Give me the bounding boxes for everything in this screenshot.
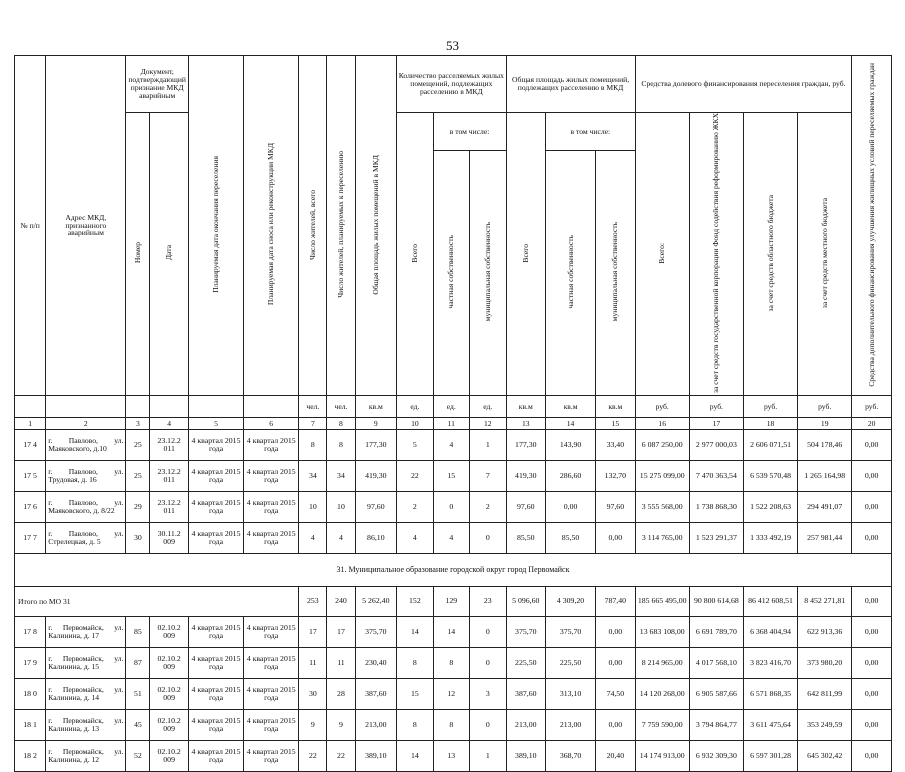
- table-cell: 0,00: [852, 523, 892, 554]
- units-row-cell: руб.: [689, 396, 743, 418]
- column-numbers-row-cell: 15: [596, 418, 636, 430]
- header-funding-group: Средства долевого финансирования переселения граждан, руб.: [635, 56, 852, 113]
- table-cell: 6 691 789,70: [689, 617, 743, 648]
- header-doc-number: Номер: [132, 242, 142, 264]
- header-count-municipal: муниципальная собственность: [482, 222, 492, 322]
- table-row: [15, 492, 892, 523]
- table-cell: 30.11.2 009: [150, 523, 189, 554]
- table-cell: 85,50: [506, 523, 546, 554]
- table-cell: 286,60: [546, 461, 596, 492]
- table-cell: 6 368 404,94: [743, 617, 797, 648]
- table-cell: г. Первомайск, ул. Калинина, д. 13: [46, 710, 126, 741]
- table-cell: 4 квартал 2015 года: [188, 617, 243, 648]
- table-cell: 97,60: [506, 492, 546, 523]
- table-cell: 4: [433, 523, 469, 554]
- total-cell: 4 309,20: [546, 587, 596, 617]
- header-count-total: Всего: [409, 243, 419, 263]
- header-fund-local: за счет средств местного бюджета: [819, 197, 829, 309]
- table-cell: г. Первомайск, ул. Калинина, д. 12: [46, 741, 126, 772]
- table-cell: 4 квартал 2015 года: [244, 523, 299, 554]
- units-row-cell: руб.: [635, 396, 689, 418]
- table-cell: 14 174 913,00: [635, 741, 689, 772]
- table-cell: 4 квартал 2015 года: [188, 523, 243, 554]
- total-cell: 240: [327, 587, 355, 617]
- table-cell: 0: [470, 710, 506, 741]
- table-cell: 0,00: [852, 617, 892, 648]
- table-cell: 230,40: [355, 648, 397, 679]
- table-cell: 389,10: [506, 741, 546, 772]
- header-area-group: Общая площадь жилых помещений, подлежащих расселению в МКД: [506, 56, 635, 113]
- table-cell: 17 7: [15, 523, 46, 554]
- table-cell: г. Павлово, ул. Трудовая, д. 16: [46, 461, 126, 492]
- table-row: [15, 648, 892, 679]
- table-cell: 387,60: [506, 679, 546, 710]
- header-count-in-that: в том числе:: [433, 113, 506, 151]
- table-cell: 52: [126, 741, 150, 772]
- table-cell: 18 0: [15, 679, 46, 710]
- total-cell: 0,00: [852, 587, 892, 617]
- total-cell: 5 262,40: [355, 587, 397, 617]
- table-cell: 9: [327, 710, 355, 741]
- column-numbers-row-cell: 12: [470, 418, 506, 430]
- table-cell: 34: [327, 461, 355, 492]
- table-cell: 18 2: [15, 741, 46, 772]
- table-cell: 3 114 765,00: [635, 523, 689, 554]
- table-cell: г. Павлово, ул. Маяковского, д.10: [46, 430, 126, 461]
- units-row-cell: [188, 396, 243, 418]
- table-cell: 1 523 291,37: [689, 523, 743, 554]
- table-cell: 2 606 071,51: [743, 430, 797, 461]
- table-cell: 23.12.2 011: [150, 492, 189, 523]
- table-cell: 3 823 416,70: [743, 648, 797, 679]
- table-cell: 02.10.2 009: [150, 710, 189, 741]
- table-cell: 3: [470, 679, 506, 710]
- table-cell: 74,50: [596, 679, 636, 710]
- table-cell: 7: [470, 461, 506, 492]
- table-cell: 3 555 568,00: [635, 492, 689, 523]
- table-cell: 18 1: [15, 710, 46, 741]
- units-row: [15, 396, 892, 418]
- column-numbers-row-cell: 7: [299, 418, 327, 430]
- column-numbers-row-cell: 9: [355, 418, 397, 430]
- table-cell: г. Павлово, ул. Маяковского, д. 8/22: [46, 492, 126, 523]
- table-cell: 17 6: [15, 492, 46, 523]
- table-cell: 23.12.2 011: [150, 430, 189, 461]
- table-cell: 86,10: [355, 523, 397, 554]
- table-cell: 14 120 268,00: [635, 679, 689, 710]
- header-doc-date: Дата: [164, 245, 174, 261]
- column-numbers-row-cell: 2: [46, 418, 126, 430]
- table-cell: 225,50: [546, 648, 596, 679]
- table-cell: 33,40: [596, 430, 636, 461]
- units-row-cell: кв.м: [596, 396, 636, 418]
- table-cell: 14: [433, 617, 469, 648]
- table-cell: 313,10: [546, 679, 596, 710]
- table-cell: 85: [126, 617, 150, 648]
- table-cell: 30: [299, 679, 327, 710]
- table-cell: 1 265 164,98: [798, 461, 852, 492]
- table-cell: 4 квартал 2015 года: [188, 679, 243, 710]
- table-cell: 642 811,99: [798, 679, 852, 710]
- units-row-cell: руб.: [852, 396, 892, 418]
- header-planned-resettle-date: Планируемая дата окончания переселения: [211, 156, 221, 293]
- header-fund-region: за счет средств областного бюджета: [765, 194, 775, 312]
- header-total-area: Общая площадь жилых помещений в МКД: [370, 154, 380, 295]
- header-document: Документ, подтверждающий признание МКД аварийным: [126, 56, 188, 113]
- table-cell: 375,70: [355, 617, 397, 648]
- header-residents-total: Число жителей, всего: [307, 189, 317, 260]
- column-numbers-row-cell: 17: [689, 418, 743, 430]
- table-cell: 1: [470, 741, 506, 772]
- table-cell: 4 квартал 2015 года: [244, 741, 299, 772]
- table-cell: 8: [433, 710, 469, 741]
- table-cell: 4 квартал 2015 года: [188, 741, 243, 772]
- table-cell: 87: [126, 648, 150, 679]
- table-cell: 4: [433, 430, 469, 461]
- table-cell: 10: [299, 492, 327, 523]
- header-area-private: частная собственность: [565, 235, 575, 309]
- column-numbers-row-cell: 6: [244, 418, 299, 430]
- table-cell: 4 квартал 2015 года: [188, 648, 243, 679]
- units-row-cell: [244, 396, 299, 418]
- units-row-cell: [150, 396, 189, 418]
- table-cell: 1 738 868,30: [689, 492, 743, 523]
- table-cell: 0,00: [852, 679, 892, 710]
- units-row-cell: [46, 396, 126, 418]
- table-row: [15, 523, 892, 554]
- table-cell: 4: [299, 523, 327, 554]
- total-cell: 5 096,60: [506, 587, 546, 617]
- table-cell: 11: [327, 648, 355, 679]
- table-cell: 0,00: [852, 648, 892, 679]
- table-cell: 02.10.2 009: [150, 648, 189, 679]
- table-cell: 0,00: [852, 741, 892, 772]
- page-number: 53: [446, 38, 459, 53]
- table-cell: 1 522 208,63: [743, 492, 797, 523]
- total-cell: 86 412 608,51: [743, 587, 797, 617]
- table-cell: 20,40: [596, 741, 636, 772]
- table-cell: 0,00: [546, 492, 596, 523]
- table-row: [15, 617, 892, 648]
- table-cell: 4 квартал 2015 года: [188, 492, 243, 523]
- table-cell: 2 977 000,03: [689, 430, 743, 461]
- table-cell: 10: [327, 492, 355, 523]
- total-cell: 90 800 614,68: [689, 587, 743, 617]
- column-numbers-row: [15, 418, 892, 430]
- units-row-cell: кв.м: [546, 396, 596, 418]
- table-cell: 504 178,46: [798, 430, 852, 461]
- header-area-municipal: муниципальная собственность: [610, 222, 620, 322]
- units-row-cell: [126, 396, 150, 418]
- column-numbers-row-cell: 3: [126, 418, 150, 430]
- table-cell: 4 квартал 2015 года: [244, 710, 299, 741]
- table-cell: 8: [397, 710, 433, 741]
- units-row-cell: руб.: [743, 396, 797, 418]
- header-count-private: частная собственность: [446, 235, 456, 309]
- total-cell: 8 452 271,81: [798, 587, 852, 617]
- table-cell: 0,00: [852, 492, 892, 523]
- table-cell: 22: [397, 461, 433, 492]
- table-cell: 213,00: [506, 710, 546, 741]
- section-row: [15, 554, 892, 587]
- table-cell: 97,60: [355, 492, 397, 523]
- table-cell: г. Первомайск, ул. Калинина, д. 15: [46, 648, 126, 679]
- table-cell: г. Первомайск, ул. Калинина, д. 17: [46, 617, 126, 648]
- table-cell: 8: [433, 648, 469, 679]
- table-cell: 2: [470, 492, 506, 523]
- table-cell: 353 249,59: [798, 710, 852, 741]
- table-cell: г. Первомайск, ул. Калинина, д. 14: [46, 679, 126, 710]
- table-cell: 02.10.2 009: [150, 679, 189, 710]
- table-cell: 6 571 868,35: [743, 679, 797, 710]
- units-row-cell: ед.: [470, 396, 506, 418]
- column-numbers-row-cell: 1: [15, 418, 46, 430]
- total-cell: 152: [397, 587, 433, 617]
- table-cell: г. Павлово, ул. Стрелецкая, д. 5: [46, 523, 126, 554]
- table-cell: 132,70: [596, 461, 636, 492]
- section-title: 31. Муниципальное образование городской округ город Первомайск: [15, 554, 892, 587]
- header-fund-state: за счет средств государственной корпорации Фонд содействия реформированию ЖКХ: [711, 113, 721, 394]
- table-cell: 25: [126, 430, 150, 461]
- table-cell: 25: [126, 461, 150, 492]
- total-label: Итого по МО 31: [15, 587, 299, 617]
- total-cell: 23: [470, 587, 506, 617]
- table-cell: 8 214 965,00: [635, 648, 689, 679]
- table-cell: 45: [126, 710, 150, 741]
- table-cell: 85,50: [546, 523, 596, 554]
- table-cell: 0,00: [852, 430, 892, 461]
- header-area-in-that: в том числе:: [546, 113, 636, 151]
- table-cell: 02.10.2 009: [150, 617, 189, 648]
- table-cell: 257 981,44: [798, 523, 852, 554]
- units-row-cell: ед.: [433, 396, 469, 418]
- table-cell: 0,00: [852, 710, 892, 741]
- units-row-cell: ед.: [397, 396, 433, 418]
- table-cell: 12: [433, 679, 469, 710]
- table-cell: 375,70: [546, 617, 596, 648]
- table-cell: 17: [299, 617, 327, 648]
- total-cell: 185 665 495,00: [635, 587, 689, 617]
- table-cell: 17 9: [15, 648, 46, 679]
- table-cell: 22: [299, 741, 327, 772]
- table-cell: 4 квартал 2015 года: [244, 617, 299, 648]
- table-cell: 368,70: [546, 741, 596, 772]
- table-cell: 4 квартал 2015 года: [244, 492, 299, 523]
- table-cell: 4 квартал 2015 года: [188, 461, 243, 492]
- table-cell: 6 932 309,30: [689, 741, 743, 772]
- table-cell: 387,60: [355, 679, 397, 710]
- table-cell: 4 квартал 2015 года: [188, 710, 243, 741]
- table-cell: 15 275 099,00: [635, 461, 689, 492]
- table-cell: 0: [433, 492, 469, 523]
- table-cell: 5: [397, 430, 433, 461]
- table-cell: 15: [397, 679, 433, 710]
- table-cell: 3 611 475,64: [743, 710, 797, 741]
- table-cell: 17 4: [15, 430, 46, 461]
- table-cell: 13 683 108,00: [635, 617, 689, 648]
- table-cell: 51: [126, 679, 150, 710]
- table-cell: 373 980,20: [798, 648, 852, 679]
- table-cell: 4 017 568,10: [689, 648, 743, 679]
- table-cell: 4 квартал 2015 года: [244, 430, 299, 461]
- table-cell: 0: [470, 648, 506, 679]
- table-cell: 02.10.2 009: [150, 741, 189, 772]
- column-numbers-row-cell: 11: [433, 418, 469, 430]
- table-cell: 143,90: [546, 430, 596, 461]
- total-row: [15, 587, 892, 617]
- column-numbers-row-cell: 4: [150, 418, 189, 430]
- table-cell: 30: [126, 523, 150, 554]
- header-fund-total: Всего:: [657, 242, 667, 264]
- table-cell: 4 квартал 2015 года: [244, 679, 299, 710]
- table-row: [15, 461, 892, 492]
- table-cell: 15: [433, 461, 469, 492]
- units-row-cell: чел.: [299, 396, 327, 418]
- table-cell: 17 8: [15, 617, 46, 648]
- table-cell: 3 794 864,77: [689, 710, 743, 741]
- table-cell: 17: [327, 617, 355, 648]
- table-cell: 4 квартал 2015 года: [188, 430, 243, 461]
- units-row-cell: кв.м: [355, 396, 397, 418]
- table-cell: 23.12.2 011: [150, 461, 189, 492]
- table-cell: 13: [433, 741, 469, 772]
- units-row-cell: руб.: [798, 396, 852, 418]
- table-row: [15, 741, 892, 772]
- table-cell: 6 087 250,00: [635, 430, 689, 461]
- table-cell: 419,30: [506, 461, 546, 492]
- table-cell: 0,00: [596, 523, 636, 554]
- table-cell: 0: [470, 617, 506, 648]
- table-cell: 0: [470, 523, 506, 554]
- resettlement-table: [14, 55, 892, 772]
- table-cell: 14: [397, 741, 433, 772]
- column-numbers-row-cell: 18: [743, 418, 797, 430]
- column-numbers-row-cell: 10: [397, 418, 433, 430]
- header-fund-extra: Средства дополнительного финансирования улучшения жилищных условий переселяемых граждан: [866, 62, 876, 387]
- table-cell: 8: [299, 430, 327, 461]
- column-numbers-row-cell: 13: [506, 418, 546, 430]
- table-cell: 375,70: [506, 617, 546, 648]
- table-cell: 225,50: [506, 648, 546, 679]
- column-numbers-row-cell: 20: [852, 418, 892, 430]
- total-cell: 787,40: [596, 587, 636, 617]
- total-cell: 253: [299, 587, 327, 617]
- table-cell: 7 470 363,54: [689, 461, 743, 492]
- units-row-cell: кв.м: [506, 396, 546, 418]
- header-residents-planned: Число жителей, планируемых к переселению: [335, 151, 345, 298]
- table-row: [15, 710, 892, 741]
- total-cell: 129: [433, 587, 469, 617]
- table-cell: 0,00: [596, 648, 636, 679]
- table-row: [15, 430, 892, 461]
- table-cell: 0,00: [852, 461, 892, 492]
- table-cell: 17 5: [15, 461, 46, 492]
- column-numbers-row-cell: 5: [188, 418, 243, 430]
- table-cell: 419,30: [355, 461, 397, 492]
- header-num: № п/п: [15, 56, 46, 396]
- table-cell: 213,00: [546, 710, 596, 741]
- column-numbers-row-cell: 14: [546, 418, 596, 430]
- table-cell: 4: [397, 523, 433, 554]
- units-row-cell: чел.: [327, 396, 355, 418]
- table-cell: 1 333 492,19: [743, 523, 797, 554]
- table-cell: 4 квартал 2015 года: [244, 461, 299, 492]
- table-cell: 9: [299, 710, 327, 741]
- column-numbers-row-cell: 19: [798, 418, 852, 430]
- table-cell: 0,00: [596, 710, 636, 741]
- table-cell: 213,00: [355, 710, 397, 741]
- header-planned-demolish-date: Планируемая дата сноса или реконструкции МКД: [266, 143, 276, 306]
- table-cell: 29: [126, 492, 150, 523]
- table-cell: 97,60: [596, 492, 636, 523]
- table-cell: 1: [470, 430, 506, 461]
- table-cell: 7 759 590,00: [635, 710, 689, 741]
- table-cell: 6 539 570,48: [743, 461, 797, 492]
- column-numbers-row-cell: 8: [327, 418, 355, 430]
- table-cell: 0,00: [596, 617, 636, 648]
- table-cell: 6 905 587,66: [689, 679, 743, 710]
- table-cell: 294 491,07: [798, 492, 852, 523]
- table-cell: 622 913,36: [798, 617, 852, 648]
- units-row-cell: [15, 396, 46, 418]
- table-cell: 8: [397, 648, 433, 679]
- table-cell: 8: [327, 430, 355, 461]
- header-address: Адрес МКД, признанного аварийным: [46, 56, 126, 396]
- table-cell: 177,30: [355, 430, 397, 461]
- table-cell: 22: [327, 741, 355, 772]
- table-cell: 645 302,42: [798, 741, 852, 772]
- table-cell: 389,10: [355, 741, 397, 772]
- table-row: [15, 679, 892, 710]
- table-cell: 6 597 301,28: [743, 741, 797, 772]
- table-cell: 4: [327, 523, 355, 554]
- table-cell: 34: [299, 461, 327, 492]
- table-cell: 28: [327, 679, 355, 710]
- table-body: [15, 396, 892, 772]
- header-count-group: Количество расселяемых жилых помещений, подлежащих расселению в МКД: [397, 56, 506, 113]
- table-cell: 14: [397, 617, 433, 648]
- table-cell: 4 квартал 2015 года: [244, 648, 299, 679]
- table-cell: 2: [397, 492, 433, 523]
- table-cell: 177,30: [506, 430, 546, 461]
- table-cell: 11: [299, 648, 327, 679]
- header-area-total: Всего: [520, 243, 530, 263]
- column-numbers-row-cell: 16: [635, 418, 689, 430]
